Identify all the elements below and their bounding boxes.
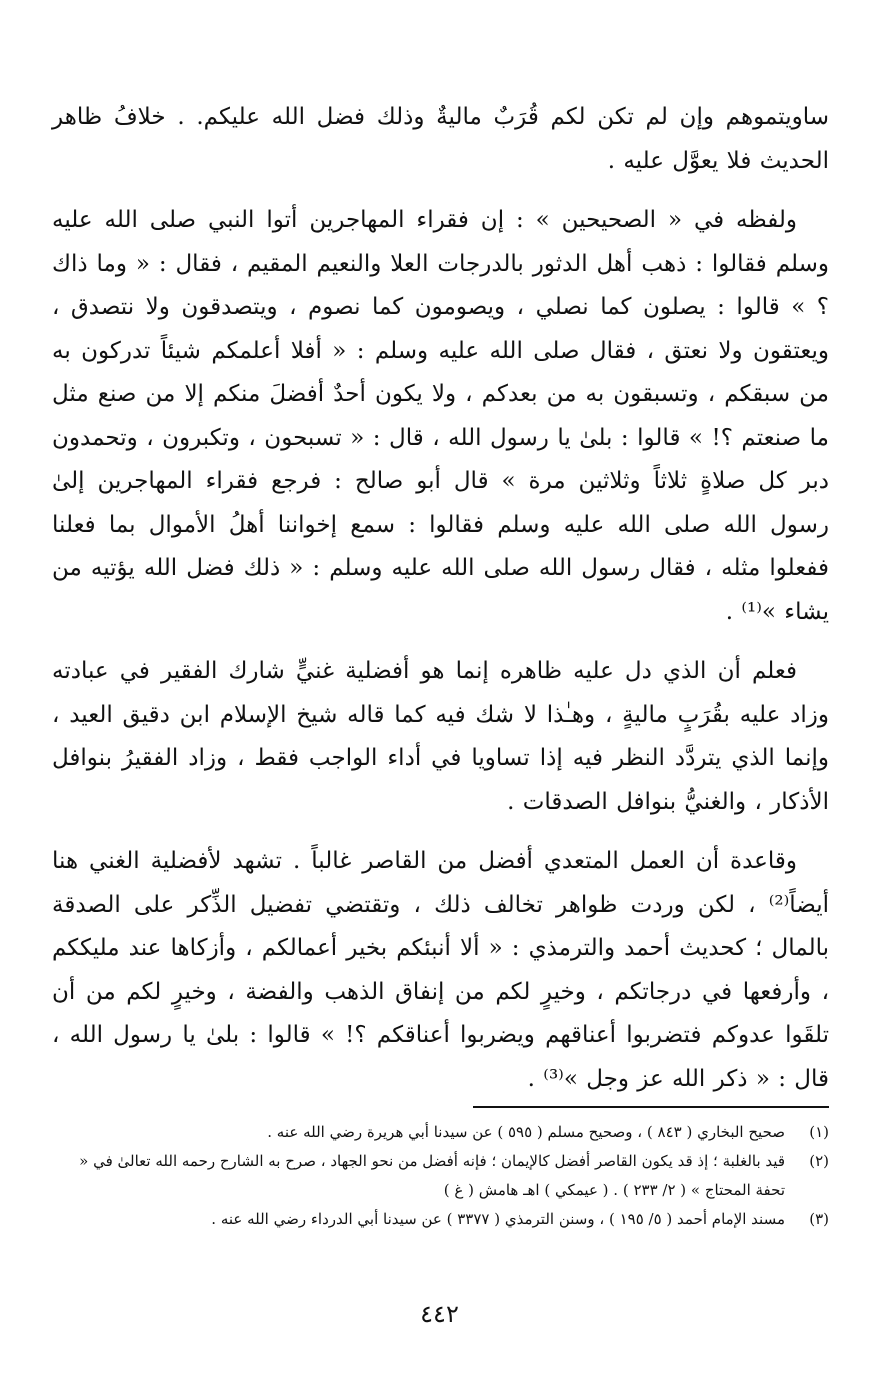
- footnote: [52, 1205, 829, 1234]
- footnotes: [52, 1118, 829, 1234]
- paragraph: ولفظه في « الصحيحين » : إن فقراء المهاجرين أتوا النبي صلى الله عليه وسلم فقالوا : ذهب أهل الدثور بالدرجات العلا والنعيم المقيم ، فقال : « وما ذاك ؟ » قالوا : يصلون كما نصلي ، ويصومون كما نصوم ، ويتصدقون ولا نتصدق ، ويعتقون ولا نعتق ، فقال صلى الله عليه وسلم : « أفلا أعلمكم شيئاً تدركون به من سبقكم ، وتسبقون به من بعدكم ، ولا يكون أحدٌ أفضلَ منكم إلا من صنع مثل ما صنعتم ؟! » قالوا : بلىٰ يا رسول الله ، قال : « تسبحون ، وتكبرون ، وتحمدون دبر كل صلاةٍ ثلاثاً وثلاثين مرة » قال أبو صالح : فرجع فقراء المهاجرين إلىٰ رسول الله صلى الله عليه وسلم فقالوا : سمع إخواننا أهلُ الأموال بما فعلنا ففعلوا مثله ، فقال رسول الله صلى الله عليه وسلم : « ذلك فضل الله يؤتيه من يشاء »⁽¹⁾ .: [52, 207, 829, 625]
- paragraph: وقاعدة أن العمل المتعدي أفضل من القاصر غالباً . تشهد لأفضلية الغني هنا أيضاً⁽²⁾ ، لكن وردت ظواهر تخالف ذلك ، وتقتضي تفضيل الذِّكر على الصدقة بالمال ؛ كحديث أحمد والترمذي : « ألا أنبئكم بخير أعمالكم ، وأزكاها عند مليككم ، وأرفعها في درجاتكم ، وخيرٍ لكم من إنفاق الذهب والفضة ، وخيرٍ لكم من أن تلقَوا عدوكم فتضربوا أعناقهم ويضربوا أعناقكم ؟! » قالوا : بلىٰ يا رسول الله ، قال : « ذكر الله عز وجل »⁽³⁾ .: [52, 848, 829, 1092]
- footnote: [52, 1147, 829, 1205]
- footnote-separator: [473, 1106, 829, 1108]
- footnote-text: مسند الإمام أحمد ( ٥/ ١٩٥ ) ، وسنن الترمذي ( ٣٣٧٧ ) عن سيدنا أبي الدرداء رضي الله عنه .: [211, 1210, 785, 1228]
- page-number: ٤٤٢: [420, 1300, 459, 1328]
- footnote-number: (٣): [809, 1210, 829, 1228]
- footnote-text: صحيح البخاري ( ٨٤٣ ) ، وصحيح مسلم ( ٥٩٥ ) عن سيدنا أبي هريرة رضي الله عنه .: [267, 1123, 785, 1141]
- main-text: [52, 96, 829, 1101]
- paragraph: ساويتموهم وإن لم تكن لكم قُرَبٌ ماليةٌ وذلك فضل الله عليكم. . خلافُ ظاهر الحديث فلا يعوَّل عليه .: [52, 104, 829, 174]
- footnote: [52, 1118, 829, 1147]
- footnote-text: قيد بالغلبة ؛ إذ قد يكون القاصر أفضل كالإيمان ؛ فإنه أفضل من نحو الجهاد ، صرح به الشارح رحمه الله تعالىٰ في « تحفة المحتاج » ( ٢/ ٢٣٣ ) . ( عيمكي ) اهـ هامش ( غ ): [79, 1152, 785, 1199]
- footnote-number: (٢): [809, 1152, 829, 1170]
- footnote-number: (١): [809, 1123, 829, 1141]
- paragraph: فعلم أن الذي دل عليه ظاهره إنما هو أفضلية غنيٍّ شارك الفقير في عبادته وزاد عليه بقُرَبٍ ماليةٍ ، وهـٰذا لا شك فيه كما قاله شيخ الإسلام ابن دقيق العيد ، وإنما الذي يتردَّد النظر فيه إذا تساويا في أداء الواجب فقط ، وزاد الفقيرُ بنوافل الأذكار ، والغنيُّ بنوافل الصدقات .: [52, 658, 829, 815]
